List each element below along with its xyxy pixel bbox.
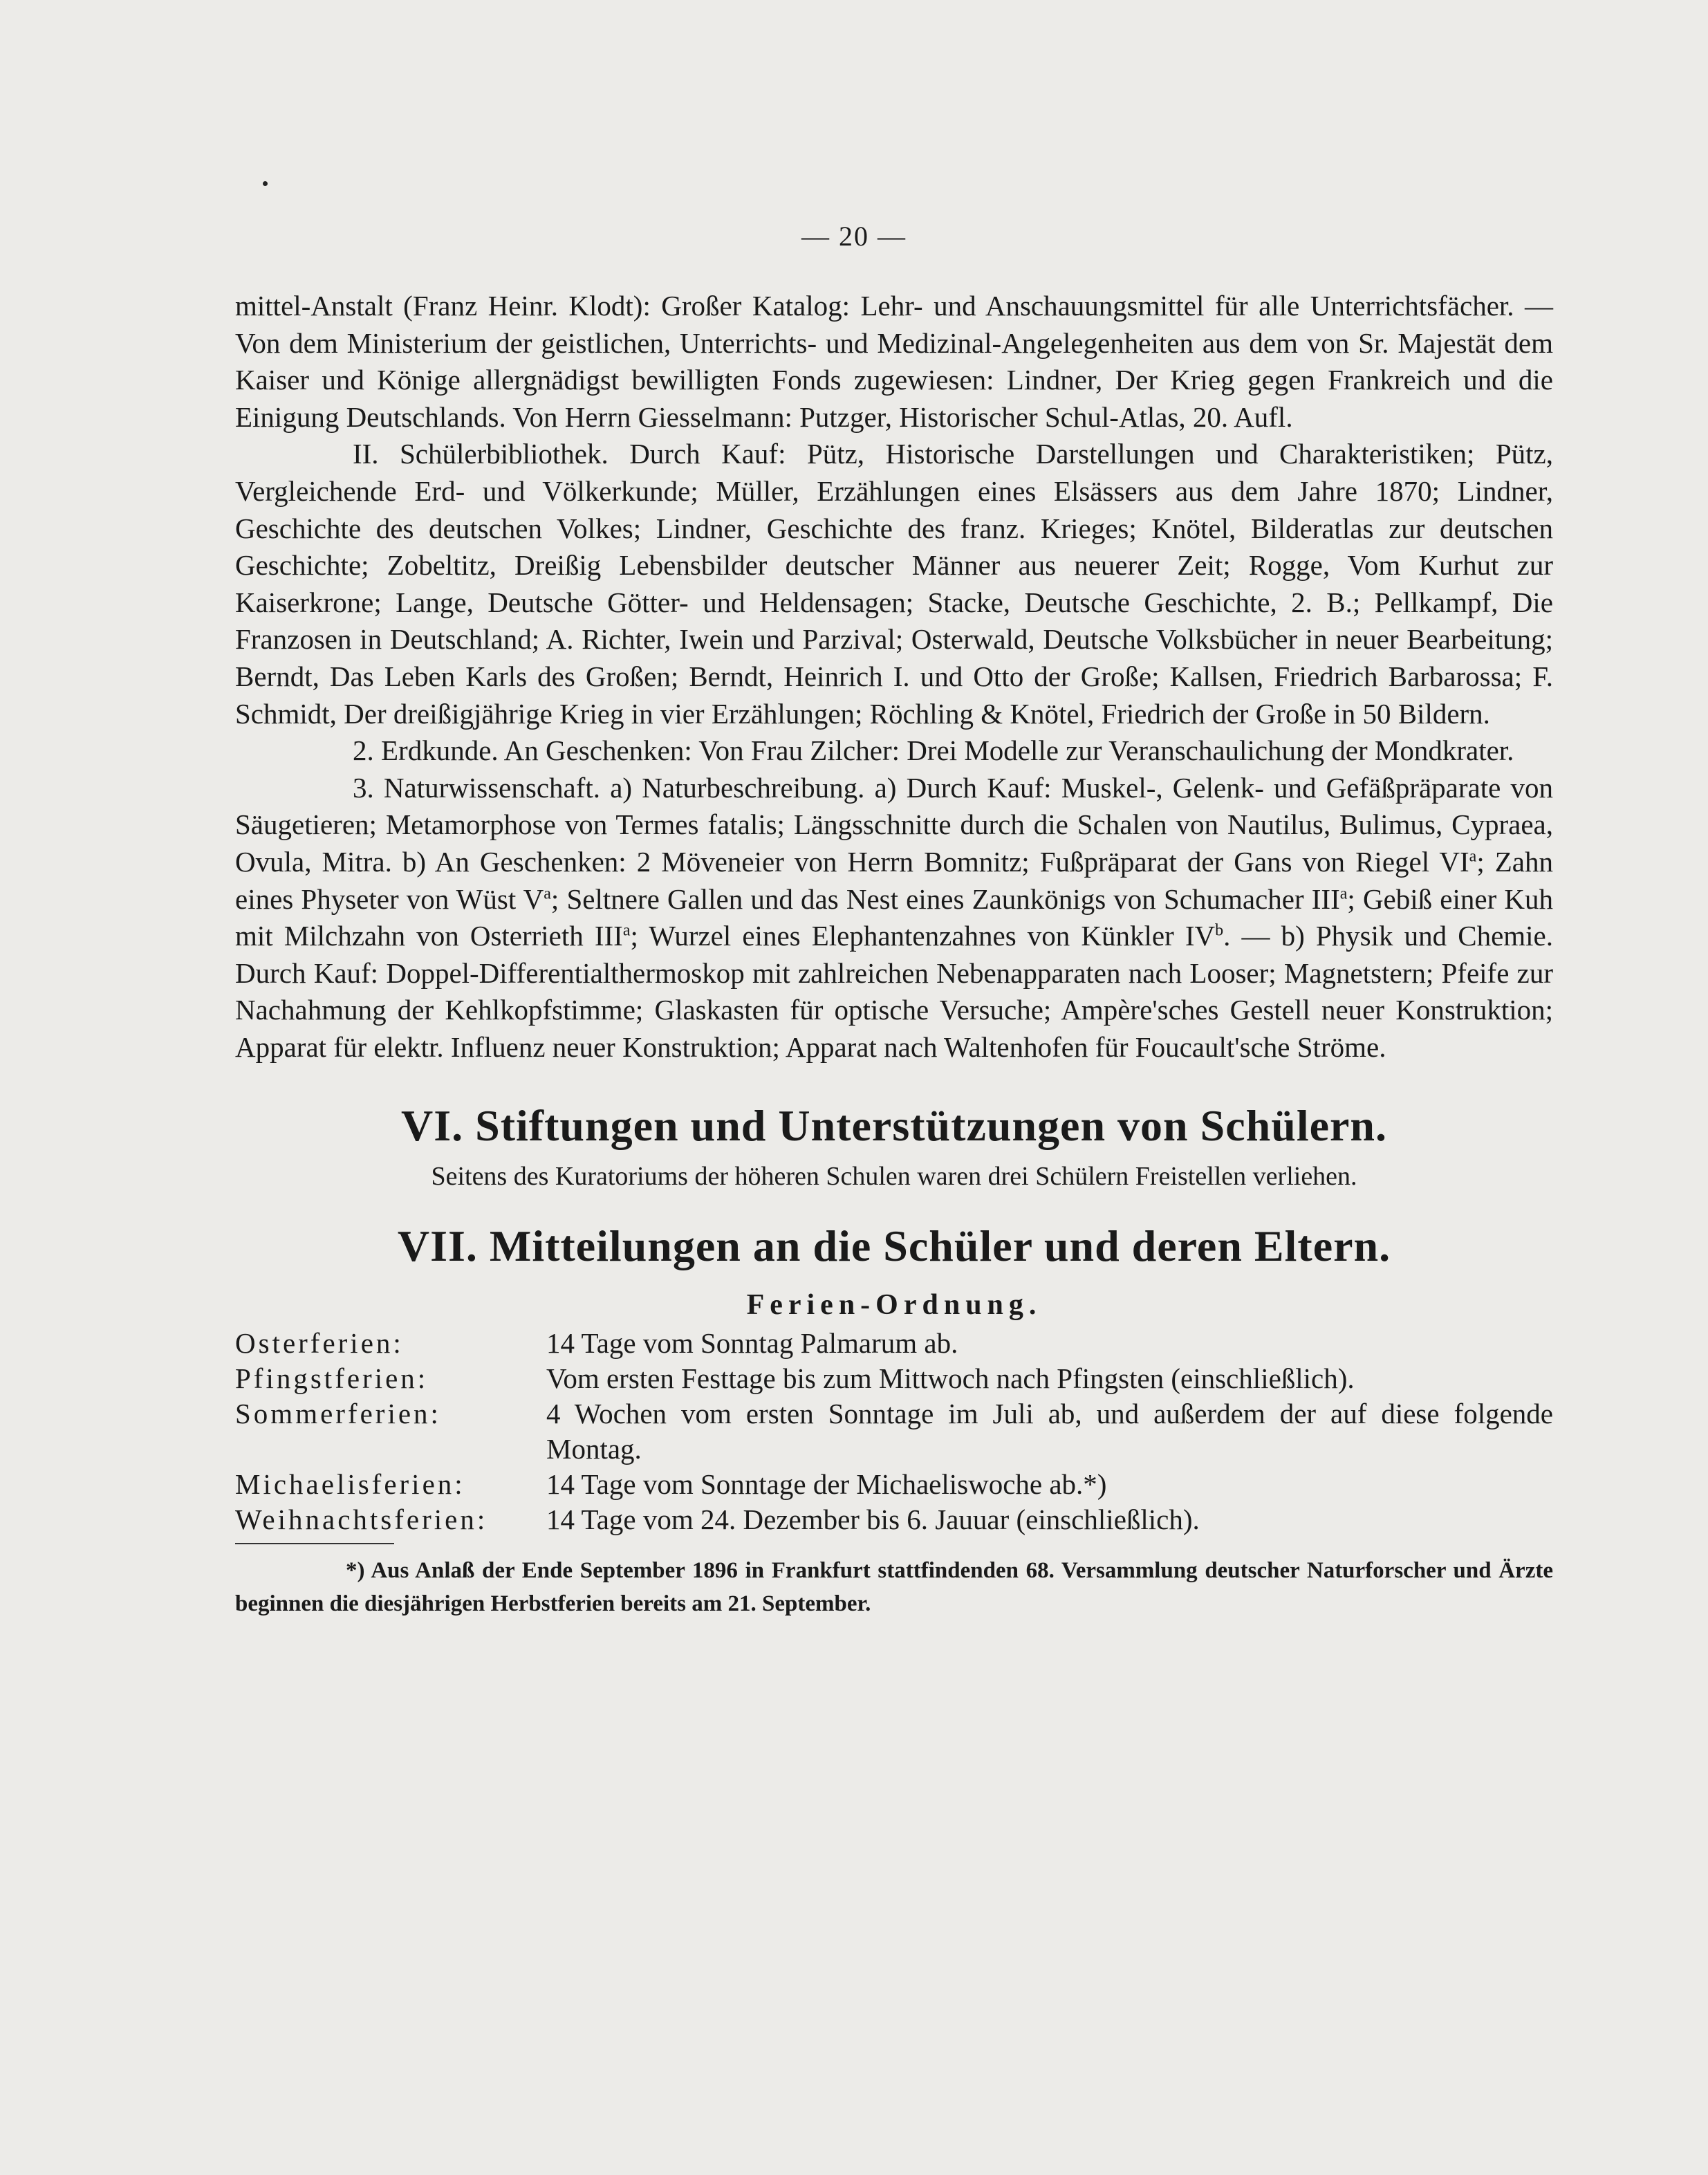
paragraph-schuelerbibliothek: II. Schülerbibliothek. Durch Kauf: Pütz, Historische Darstellungen und Charakteristiken; Pütz, Vergleichende Erd- und Völkerkunde; Müller, Erzählungen eines Elsässers aus dem Jahre 1870; Lindner, Geschichte des deutschen Volkes; Lindner, Geschichte des franz. Krieges; Knötel, Bilderatlas zur deutschen Geschichte; Zobeltitz, Dreißig Lebensbilder deutscher Männer aus neuerer Zeit; Rogge, Vom Kurhut zur Kaiserkrone; Lange, Deutsche Götter- und Heldensagen; Stacke, Deutsche Geschichte, 2. B.; Pellkampf, Die Franzosen in Deutschland; A. Richter, Iwein und Parzival; Osterwald, Deutsche Volksbücher in neuer Bearbeitung; Berndt, Das Leben Karls des Großen; Berndt, Heinrich I. und Otto der Große; Kallsen, Friedrich Barbarossa; F. Schmidt, Der dreißigjährige Krieg in vier Erzählungen; Röchling & Knötel, Friedrich der Große in 50 Bildern. <box>235 438 1553 730</box>
ferien-label: Sommerferien: <box>235 1398 441 1430</box>
ferien-row <box>235 1326 1553 1361</box>
page-body <box>235 288 1553 1620</box>
ferien-label: Weihnachtsferien: <box>235 1503 488 1536</box>
ferien-value: 14 Tage vom 24. Dezember bis 6. Jauuar (einschließlich). <box>546 1503 1200 1536</box>
ferien-row <box>235 1396 1553 1467</box>
superscript: b <box>1215 921 1224 940</box>
ferien-value: 14 Tage vom Sonntage der Michaeliswoche ab.*) <box>546 1468 1107 1501</box>
footnote <box>235 1554 1553 1620</box>
superscript: a <box>1339 884 1348 903</box>
ferien-value: 14 Tage vom Sonntag Palmarum ab. <box>546 1327 958 1360</box>
ferien-value: Vom ersten Festtage bis zum Mittwoch nach Pfingsten (einschließlich). <box>546 1362 1355 1395</box>
page-number: — 20 — <box>801 221 907 252</box>
superscript: a <box>1469 847 1477 866</box>
paragraph-lehrmittel: mittel-Anstalt (Franz Heinr. Klodt): Großer Katalog: Lehr- und Anschauungsmittel für alle Unterrichtsfächer. — Von dem Ministerium der geistlichen, Unterrichts- und Medizinal-Angelegenheiten aus dem von Sr. Majestät dem Kaiser und Könige allergnädigst bewilligten Fonds zugewiesen: Lindner, Der Krieg gegen Frankreich und die Einigung Deutschlands. Von Herrn Giesselmann: Putzger, Historischer Schul-Atlas, 20. Aufl. <box>235 290 1553 433</box>
footnote-rule <box>235 1543 394 1544</box>
ferien-row <box>235 1502 1553 1537</box>
text-run: 3. Naturwissenschaft. a) Naturbeschreibung. a) Durch Kauf: Muskel-, Gelenk- und Gefäßpräparate von Säugetieren; Metamorphose von Termes fatalis; Längsschnitte durch die Schalen von Nautilus, Bulimus, Cypraea, Ovula, Mitra. b) An Geschenken: 2 Möveneier von Herrn Bomnitz; Fußpräparat der Gans von Riegel VI <box>235 771 1553 878</box>
paragraph-erdkunde: 2. Erdkunde. An Geschenken: Von Frau Zilcher: Drei Modelle zur Veranschaulichung der Mondkrater. <box>353 734 1514 767</box>
ink-speck <box>263 181 268 186</box>
footnote-text: *) Aus Anlaß der Ende September 1896 in Frankfurt stattfindenden 68. Versammlung deutscher Naturforscher und Ärzte beginnen die diesjährigen Herbstferien bereits am 21. September. <box>235 1558 1553 1617</box>
text-run: ; Zahn eines Physeter von Wüst V <box>235 845 1553 915</box>
ferien-row <box>235 1467 1553 1502</box>
text-run: . — b) Physik und Chemie. Durch Kauf: Doppel-Differentialthermoskop mit zahlreichen Nebenapparaten nach Looser; Magnetstern; Pfeife zur Nachahmung der Kehlkopfstimme; Glaskasten für optische Versuche; Ampère'sches Gestell neuer Konstruktion; Apparat für elektr. Influenz neuer Konstruktion; Apparat nach Waltenhofen für Foucault'sche Ströme. <box>235 920 1553 1063</box>
superscript: a <box>544 884 551 903</box>
text-run: ; Wurzel eines Elephantenzahnes von Künkler IV <box>630 920 1216 952</box>
text-run: ; Gebiß einer Kuh mit Milchzahn von Osterrieth III <box>235 882 1553 952</box>
ferien-value: 4 Wochen vom ersten Sonntage im Juli ab, und außerdem der auf diese folgende Montag. <box>546 1398 1553 1465</box>
superscript: a <box>622 921 631 940</box>
section-vi-text: Seitens des Kuratoriums der höheren Schulen waren drei Schülern Freistellen verliehen. <box>431 1162 1357 1192</box>
section-heading-vii: VII. Mitteilungen an die Schüler und deren Eltern. <box>397 1221 1391 1271</box>
ferien-label: Osterferien: <box>235 1327 404 1360</box>
ferien-row <box>235 1361 1553 1396</box>
ferien-label: Pfingstferien: <box>235 1362 429 1395</box>
section-heading-vi: VI. Stiftungen und Unterstützungen von Schülern. <box>400 1101 1388 1151</box>
ferien-ordnung-title: Ferien-Ordnung. <box>746 1289 1042 1322</box>
ferien-label: Michaelisferien: <box>235 1468 465 1501</box>
paragraph-naturwissenschaft <box>235 770 1553 1066</box>
text-run: ; Seltnere Gallen und das Nest eines Zaunkönigs von Schumacher III <box>550 882 1340 915</box>
